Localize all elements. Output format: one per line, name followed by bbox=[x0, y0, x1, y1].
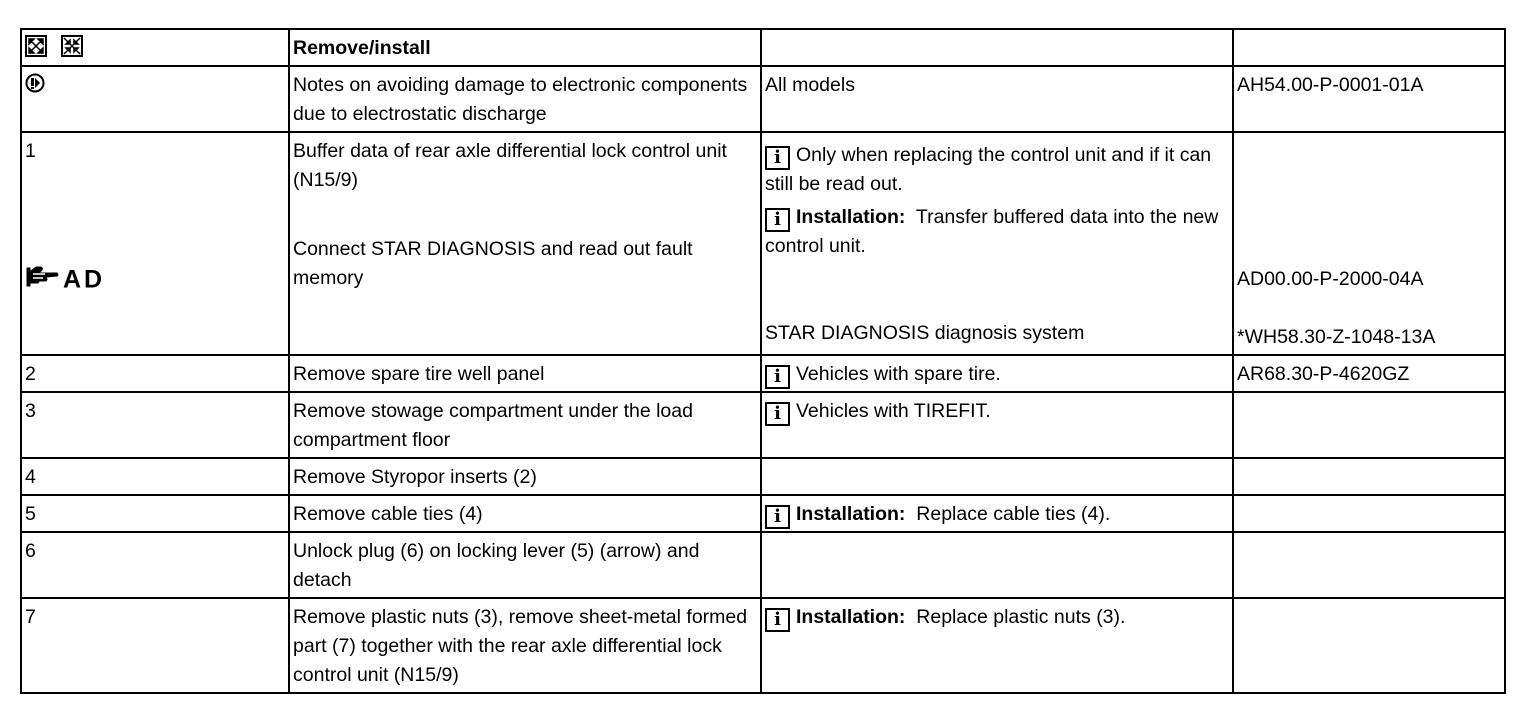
step-row-3 bbox=[21, 392, 1505, 458]
note-icon-cell bbox=[21, 66, 289, 132]
step-ref-empty bbox=[1233, 532, 1505, 598]
step-text: Remove stowage compartment under the load compartment floor bbox=[289, 392, 761, 458]
note-ref[interactable]: AH54.00-P-0001-01A bbox=[1233, 66, 1505, 132]
procedure-table bbox=[20, 28, 1506, 694]
info-text: Vehicles with TIREFIT. bbox=[796, 400, 991, 422]
step-row-1 bbox=[21, 132, 1505, 355]
installation-label: Installation: bbox=[796, 503, 906, 525]
step-number: 1 bbox=[25, 140, 36, 162]
step-row-6 bbox=[21, 532, 1505, 598]
step-text: Remove Styropor inserts (2) bbox=[289, 458, 761, 495]
step-ref-empty bbox=[1233, 392, 1505, 458]
step-text: Remove plastic nuts (3), remove sheet-metal formed part (7) together with the rear axle differential lock control unit (N15/9) bbox=[289, 598, 761, 693]
collapse-icon[interactable] bbox=[61, 35, 83, 57]
header-empty-cell bbox=[761, 29, 1233, 66]
step-ref-empty bbox=[1233, 598, 1505, 693]
step-number: 7 bbox=[21, 598, 289, 693]
ad-marker bbox=[25, 264, 285, 294]
step-info-empty bbox=[761, 532, 1233, 598]
step-info-empty bbox=[761, 458, 1233, 495]
info-icon[interactable]: i bbox=[765, 208, 790, 232]
diag-text: Connect STAR DIAGNOSIS and read out fault memory bbox=[293, 238, 693, 289]
step-ref-empty bbox=[1233, 458, 1505, 495]
esd-warning-icon[interactable] bbox=[25, 73, 45, 93]
diag-tool-ref[interactable]: *WH58.30-Z-1048-13A bbox=[1237, 326, 1436, 348]
step-ref[interactable]: AR68.30-P-4620GZ bbox=[1233, 355, 1505, 392]
step-info-cell bbox=[761, 355, 1233, 392]
step-info-cell bbox=[761, 495, 1233, 532]
step-number: 5 bbox=[21, 495, 289, 532]
note-text: Notes on avoiding damage to electronic components due to electrostatic discharge bbox=[289, 66, 761, 132]
pointing-hand-icon bbox=[25, 264, 59, 288]
step-number: 4 bbox=[21, 458, 289, 495]
step-row-5 bbox=[21, 495, 1505, 532]
step-row-4 bbox=[21, 458, 1505, 495]
step-info-cell bbox=[761, 132, 1233, 355]
info-text: Transfer buffered data into the new control unit. bbox=[765, 206, 1219, 257]
step-row-2 bbox=[21, 355, 1505, 392]
info-text: Only when replacing the control unit and if it can still be read out. bbox=[765, 144, 1212, 195]
step-text-cell bbox=[289, 132, 761, 355]
installation-label: Installation: bbox=[796, 206, 906, 228]
header-row bbox=[21, 29, 1505, 66]
note-row bbox=[21, 66, 1505, 132]
diag-ref[interactable]: AD00.00-P-2000-04A bbox=[1237, 268, 1424, 290]
step-text: Unlock plug (6) on locking lever (5) (arrow) and detach bbox=[289, 532, 761, 598]
ad-label: AD bbox=[63, 265, 106, 294]
step-number: 6 bbox=[21, 532, 289, 598]
header-empty-cell bbox=[1233, 29, 1505, 66]
expand-icon[interactable] bbox=[25, 35, 47, 57]
info-icon[interactable]: i bbox=[765, 505, 790, 529]
step-row-7 bbox=[21, 598, 1505, 693]
step-ref-empty bbox=[1233, 495, 1505, 532]
info-note bbox=[765, 203, 1229, 261]
step-info-cell bbox=[761, 392, 1233, 458]
step-number: 3 bbox=[21, 392, 289, 458]
info-note bbox=[765, 141, 1229, 199]
step-number: 2 bbox=[21, 355, 289, 392]
info-icon[interactable]: i bbox=[765, 608, 790, 632]
step-text: Buffer data of rear axle differential lock control unit (N15/9) bbox=[293, 140, 727, 191]
header-icons-cell bbox=[21, 29, 289, 66]
info-text: Replace plastic nuts (3). bbox=[916, 606, 1126, 628]
info-text: Vehicles with spare tire. bbox=[796, 363, 1001, 385]
info-icon[interactable]: i bbox=[765, 146, 790, 170]
diag-tool: STAR DIAGNOSIS diagnosis system bbox=[765, 322, 1085, 344]
step-info-cell bbox=[761, 598, 1233, 693]
info-icon[interactable]: i bbox=[765, 402, 790, 426]
info-text: Replace cable ties (4). bbox=[916, 503, 1111, 525]
note-scope: All models bbox=[761, 66, 1233, 132]
header-title: Remove/install bbox=[289, 29, 761, 66]
step-text: Remove cable ties (4) bbox=[289, 495, 761, 532]
step-number-cell bbox=[21, 132, 289, 355]
step-ref-cell bbox=[1233, 132, 1505, 355]
info-icon[interactable]: i bbox=[765, 365, 790, 389]
step-text: Remove spare tire well panel bbox=[289, 355, 761, 392]
installation-label: Installation: bbox=[796, 606, 906, 628]
